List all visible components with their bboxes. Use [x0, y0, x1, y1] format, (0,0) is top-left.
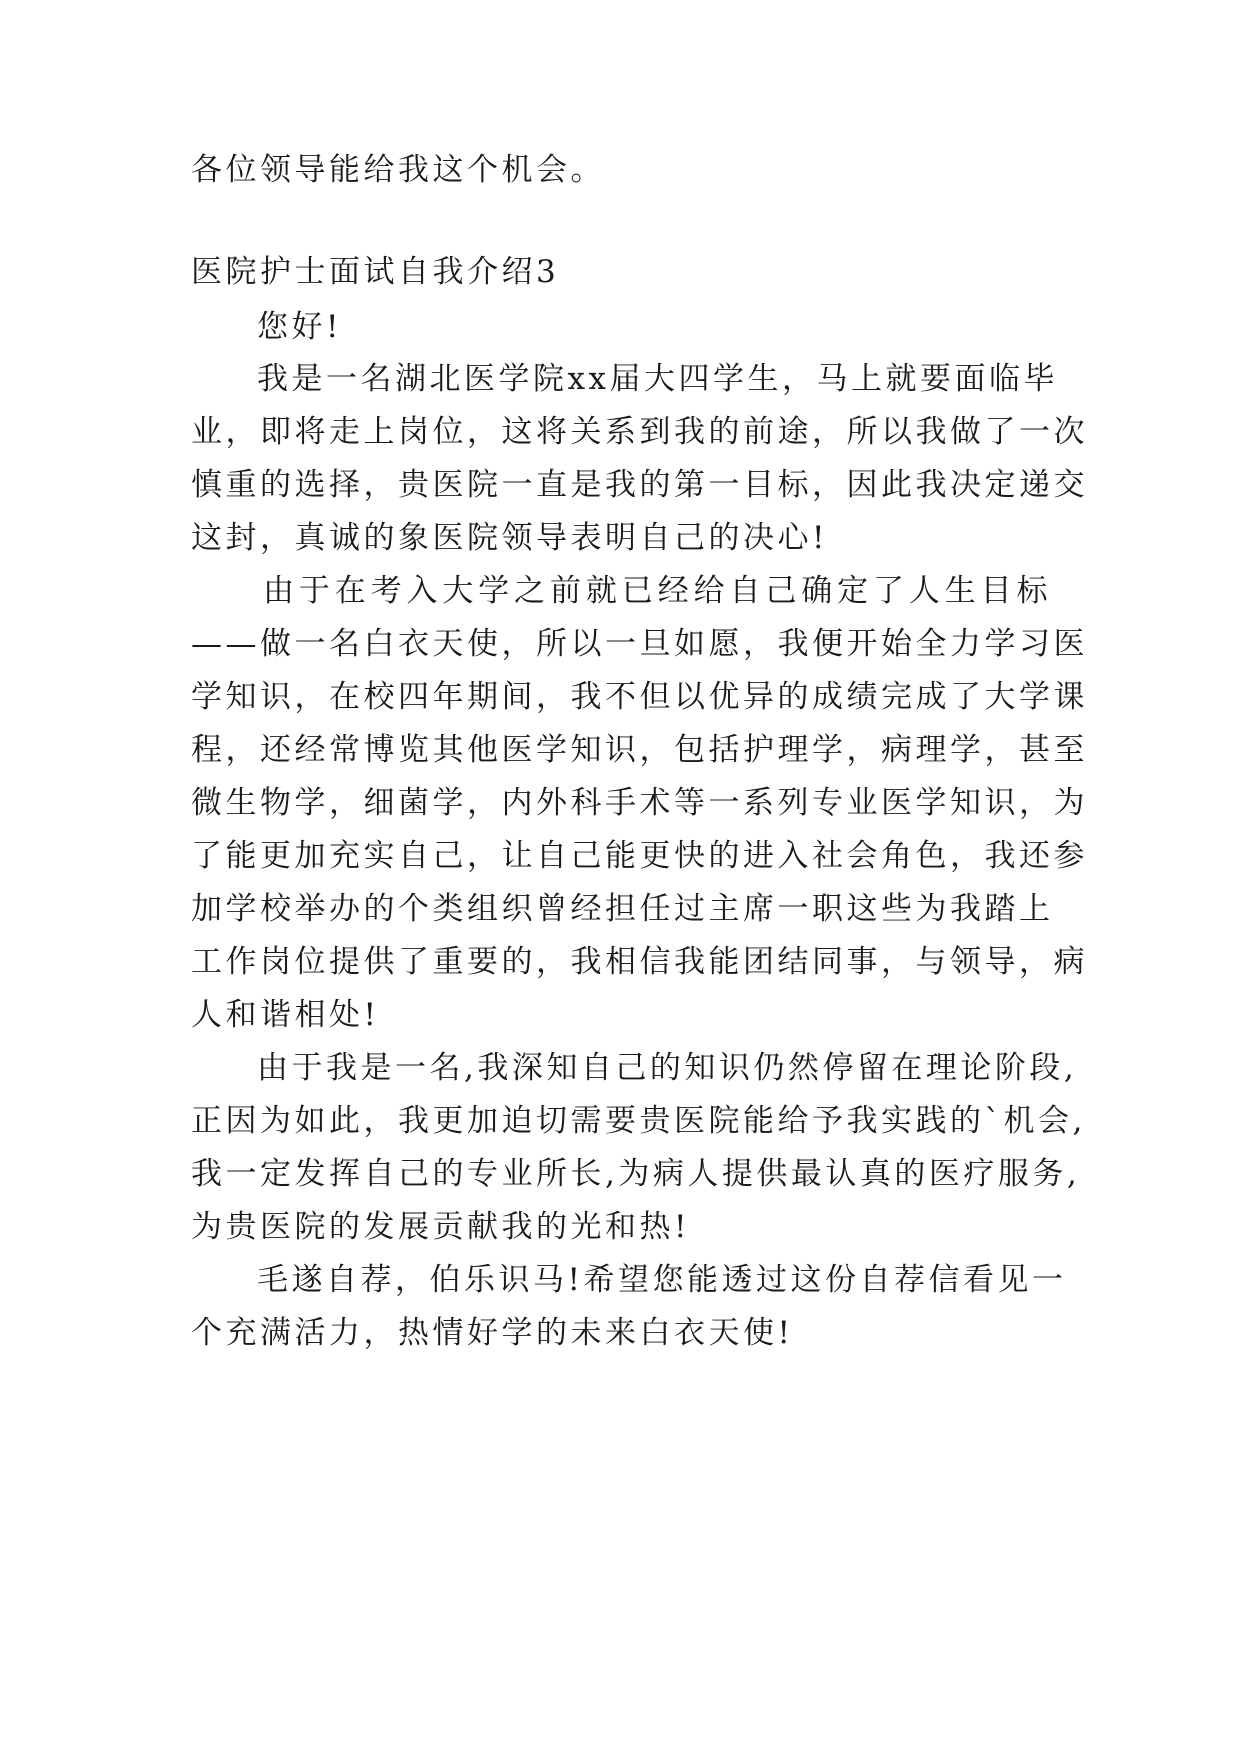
paragraph-line: 工作岗位提供了重要的，我相信我能团结同事，与领导，病 — [191, 944, 1088, 980]
paragraph-line: 个充满活力，热情好学的未来白衣天使! — [191, 1315, 794, 1351]
paragraph-line: 这封，真诚的象医院领导表明自己的决心! — [191, 520, 828, 556]
paragraph-line: 由于在考入大学之前就已经给自己确定了人生目标 — [263, 573, 1051, 609]
paragraph-line: 学知识，在校四年期间，我不但以优异的成绩完成了大学课 — [191, 679, 1088, 715]
paragraph-line: 为贵医院的发展贡献我的光和热! — [191, 1209, 690, 1245]
paragraph-line: 加学校举办的个类组织曾经担任过主席一职这些为我踏上 — [191, 891, 1054, 927]
greeting: 您好! — [257, 309, 342, 345]
paragraph-line: 慎重的选择，贵医院一直是我的第一目标，因此我决定递交 — [191, 467, 1088, 503]
paragraph-line: ——做一名白衣天使，所以一旦如愿，我便开始全力学习医 — [191, 626, 1088, 662]
section-heading: 医院护士面试自我介绍3 — [191, 254, 560, 290]
previous-section-closing-line: 各位领导能给我这个机会。 — [191, 152, 605, 188]
paragraph-line: 了能更加充实自己，让自己能更快的进入社会角色，我还参 — [191, 838, 1088, 874]
paragraph-line: 程，还经常博览其他医学知识，包括护理学，病理学，甚至 — [191, 732, 1088, 768]
paragraph-line: 正因为如此，我更加迫切需要贵医院能给予我实践的`机会, — [191, 1103, 1086, 1139]
paragraph-line: 微生物学，细菌学，内外科手术等一系列专业医学知识，为 — [191, 785, 1088, 821]
paragraph-line: 我一定发挥自己的专业所长,为病人提供最认真的医疗服务, — [191, 1156, 1081, 1192]
paragraph-line: 业，即将走上岗位，这将关系到我的前途，所以我做了一次 — [191, 414, 1088, 450]
paragraph-line: 我是一名湖北医学院xx届大四学生，马上就要面临毕 — [257, 361, 1058, 397]
paragraph-line: 人和谐相处! — [191, 997, 380, 1033]
paragraph-line: 毛遂自荐，伯乐识马!希望您能透过这份自荐信看见一 — [257, 1262, 1067, 1298]
paragraph-line: 由于我是一名,我深知自己的知识仍然停留在理论阶段, — [257, 1050, 1078, 1086]
